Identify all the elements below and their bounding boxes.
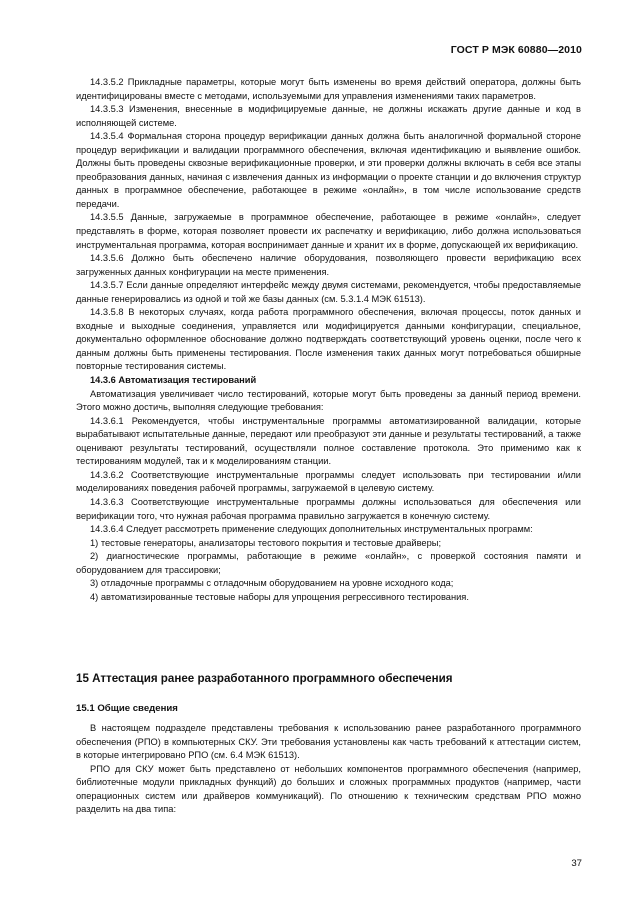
paragraph: Автоматизация увеличивает число тестирований, которые могут быть проведены за данный период времени. Этого можно достичь, выполняя следующие требования: <box>76 388 581 413</box>
section-15-1-title: 15.1 Общие сведения <box>76 703 178 714</box>
subsection-heading: 14.3.6 Автоматизация тестирований <box>90 375 257 386</box>
paragraph: 14.3.6.1 Рекомендуется, чтобы инструментальные программы автоматизированной валидации, которые вырабатывают испытательные данные, передают или преобразуют эти данные и результаты тестирований, а также оценивают результаты тестирований, осуществляли полное составление протокола. Это применимо как к тестированиям модулей, так и к моделированиям станции. <box>76 415 581 467</box>
paragraph: 14.3.5.3 Изменения, внесенные в модифицируемые данные, не должны искажать другие данные и код в исполняющей системе. <box>76 104 581 128</box>
paragraph: 14.3.5.5 Данные, загружаемые в программное обеспечение, работающее в режиме «онлайн», следует представлять в форме, которая позволяет провести их распечатку и верификацию, либо должна использоваться инструментальная программа, которая воспринимает данные и хранит их в форме, допускающей их верификацию. <box>76 212 581 250</box>
section-14-text <box>76 76 581 604</box>
paragraph: 14.3.5.8 В некоторых случаях, когда работа программного обеспечения, включая процессы, поток данных и входные и выходные соединения, управляется или модифицируется данными конфигурации, специальное, документально оформленное обоснование должно подтверждать соответствующий уровень оценки, после чего к данным должны быть применены тестирования. После изменения таких данных могут потребоваться обширные повторные тестирования системы. <box>76 307 581 372</box>
paragraph: РПО для СКУ может быть представлено от небольших компонентов программного обеспечения (например, библиотечные модули прикладных функций) до больших и сложных программных продуктов (например, части операционных систем или драйверов коммуникаций). По отношению к техническим средствам РПО можно разделить на два типа: <box>76 763 581 815</box>
paragraph: В настоящем подразделе представлены требования к использованию ранее разработанного программного обеспечения (РПО) в компьютерных СКУ. Эти требования установлены как часть требований к аттестации систем, в которые интегрировано РПО (см. 6.4 МЭК 61513). <box>76 723 581 761</box>
section-15-title: 15 Аттестация ранее разработанного программного обеспечения <box>76 672 453 685</box>
paragraph: 14.3.6.2 Соответствующие инструментальные программы следует использовать при тестировании и/или моделированиях поведения рабочей программы, загружаемой в целевую систему. <box>76 469 581 494</box>
paragraph: 14.3.5.6 Должно быть обеспечено наличие оборудования, позволяющего провести верификацию всех загруженных данных конфигурации на месте применения. <box>76 253 581 277</box>
list-item: 3) отладочные программы с отладочным оборудованием на уровне исходного кода; <box>90 578 454 589</box>
paragraph: 14.3.6.4 Следует рассмотреть применение следующих дополнительных инструментальных программ: <box>90 524 533 535</box>
paragraph: 14.3.5.4 Формальная сторона процедур верификации данных должна быть аналогичной формальной стороне процедур верификации и валидации программного обеспечения, включая идентификацию и выявление ошибок. Должны быть проведены сквозные верификационные проверки, и эти проверки должны включать в себя все этапы преобразования данных, начиная с извлечения данных из информации о проекте станции и до включения структур данных в программное обеспечение, работающее в режиме «онлайн», в том числе использование средств передачи. <box>76 131 581 209</box>
page-number: 37 <box>571 858 582 869</box>
paragraph: 14.3.6.3 Соответствующие инструментальные программы должны использоваться для обеспечения или верификации того, что нужная рабочая программа правильно загружается в конечную систему. <box>76 496 581 521</box>
standard-header: ГОСТ Р МЭК 60880—2010 <box>450 44 582 56</box>
paragraph: 14.3.5.7 Если данные определяют интерфейс между двумя системами, рекомендуется, чтобы предоставляемые данные генерировались из одной и той же базы данных (см. 5.3.1.4 МЭК 61513). <box>76 280 581 304</box>
paragraph: 14.3.5.2 Прикладные параметры, которые могут быть изменены во время действий оператора, должны быть идентифицированы вместе с методами, используемыми для управления изменениями таких параметров. <box>76 77 581 101</box>
list-item: 1) тестовые генераторы, анализаторы тестового покрытия и тестовые драйверы; <box>90 537 442 548</box>
section-15-text <box>76 722 581 817</box>
list-item: 4) автоматизированные тестовые наборы для упрощения регрессивного тестирования. <box>90 591 469 602</box>
list-item: 2) диагностические программы, работающие в режиме «онлайн», с проверкой состояния памяти и оборудованием для трассировки; <box>76 551 581 575</box>
